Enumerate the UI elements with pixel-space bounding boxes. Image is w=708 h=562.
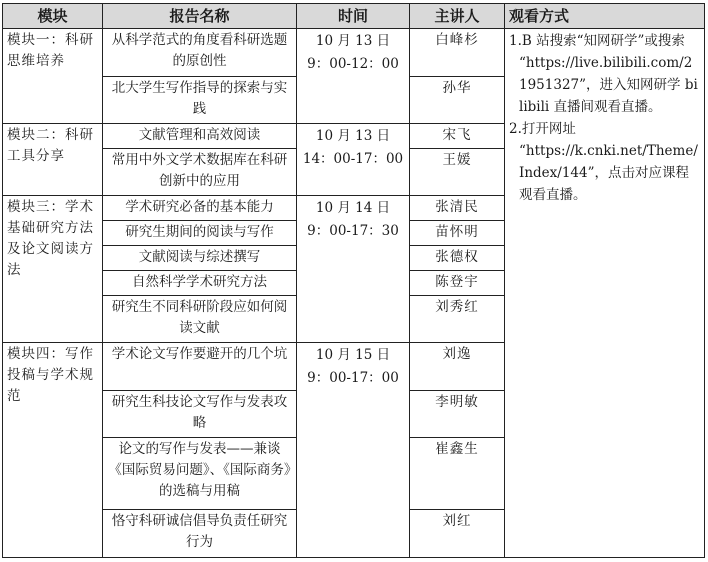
header-module: 模块 — [3, 4, 103, 29]
speaker-cell: 孙华 — [410, 76, 505, 124]
speaker-cell: 苗怀明 — [410, 221, 505, 246]
report-title-cell: 论文的写作与发表——兼谈《国际贸易问题》、《国际商务》的选稿与用稿 — [103, 438, 297, 510]
watch-bilibili-url: “https://live.bilibili.com/21951327”，进入知网研学 bilibili 直播间观看直播。 — [519, 55, 698, 115]
watch-method-cell — [505, 29, 705, 558]
time-range: 9：00-17：00 — [307, 370, 399, 387]
speaker-cell: 王媛 — [410, 148, 505, 196]
speaker-cell: 张德权 — [410, 245, 505, 270]
speaker-cell: 李明敏 — [410, 390, 505, 438]
header-speaker: 主讲人 — [410, 4, 505, 29]
watch-cnki-url: “https://k.cnki.net/Theme/Index/144”，点击对应课程观看直播。 — [519, 143, 698, 203]
watch-step-1: 1.B 站搜索“知网研学”或搜索 — [509, 33, 685, 49]
header-row — [3, 4, 705, 29]
time-range: 9：00-17：30 — [307, 223, 399, 240]
table-row — [3, 29, 705, 77]
report-title-cell: 恪守科研诚信倡导负责任研究行为 — [103, 510, 297, 558]
report-title-cell: 学术研究必备的基本能力 — [103, 196, 297, 221]
module-cell: 模块二：科研工具分享 — [3, 124, 103, 196]
time-date: 10 月 13 日 — [315, 33, 391, 49]
time-date: 10 月 14 日 — [315, 200, 391, 217]
time-cell — [297, 196, 410, 343]
report-title-cell: 从科学范式的角度看科研选题的原创性 — [103, 29, 297, 77]
speaker-cell: 刘逸 — [410, 343, 505, 391]
speaker-cell: 白峰杉 — [410, 29, 505, 77]
speaker-cell: 刘红 — [410, 510, 505, 558]
time-cell — [297, 124, 410, 196]
course-schedule-table — [2, 3, 705, 558]
header-report-title: 报告名称 — [103, 4, 297, 29]
time-cell — [297, 343, 410, 558]
report-title-cell: 文献管理和高效阅读 — [103, 124, 297, 149]
time-range: 14：00-17：00 — [302, 151, 404, 168]
speaker-cell: 崔鑫生 — [410, 438, 505, 510]
time-date: 10 月 15 日 — [315, 347, 391, 364]
time-cell — [297, 29, 410, 124]
header-time: 时间 — [297, 4, 410, 29]
speaker-cell: 张清民 — [410, 196, 505, 221]
module-cell: 模块三：学术基础研究方法及论文阅读方法 — [3, 196, 103, 343]
report-title-cell: 研究生期间的阅读与写作 — [103, 221, 297, 246]
report-title-cell: 学术论文写作要避开的几个坑 — [103, 343, 297, 391]
module-cell: 模块一：科研思维培养 — [3, 29, 103, 124]
report-title-cell: 研究生科技论文写作与发表攻略 — [103, 390, 297, 438]
time-range: 9：00-12：00 — [307, 56, 399, 72]
speaker-cell: 陈登宇 — [410, 270, 505, 295]
time-date: 10 月 13 日 — [315, 128, 391, 145]
module-cell: 模块四：写作投稿与学术规范 — [3, 343, 103, 558]
report-title-cell: 文献阅读与综述撰写 — [103, 245, 297, 270]
report-title-cell: 常用中外文学术数据库在科研创新中的应用 — [103, 148, 297, 196]
header-watch-method: 观看方式 — [505, 4, 705, 29]
watch-step-2: 2.打开网址 — [509, 121, 576, 137]
report-title-cell: 自然科学学术研究方法 — [103, 270, 297, 295]
report-title-cell: 研究生不同科研阶段应如何阅读文献 — [103, 295, 297, 343]
report-title-cell: 北大学生写作指导的探索与实践 — [103, 76, 297, 124]
speaker-cell: 刘秀红 — [410, 295, 505, 343]
speaker-cell: 宋飞 — [410, 124, 505, 149]
